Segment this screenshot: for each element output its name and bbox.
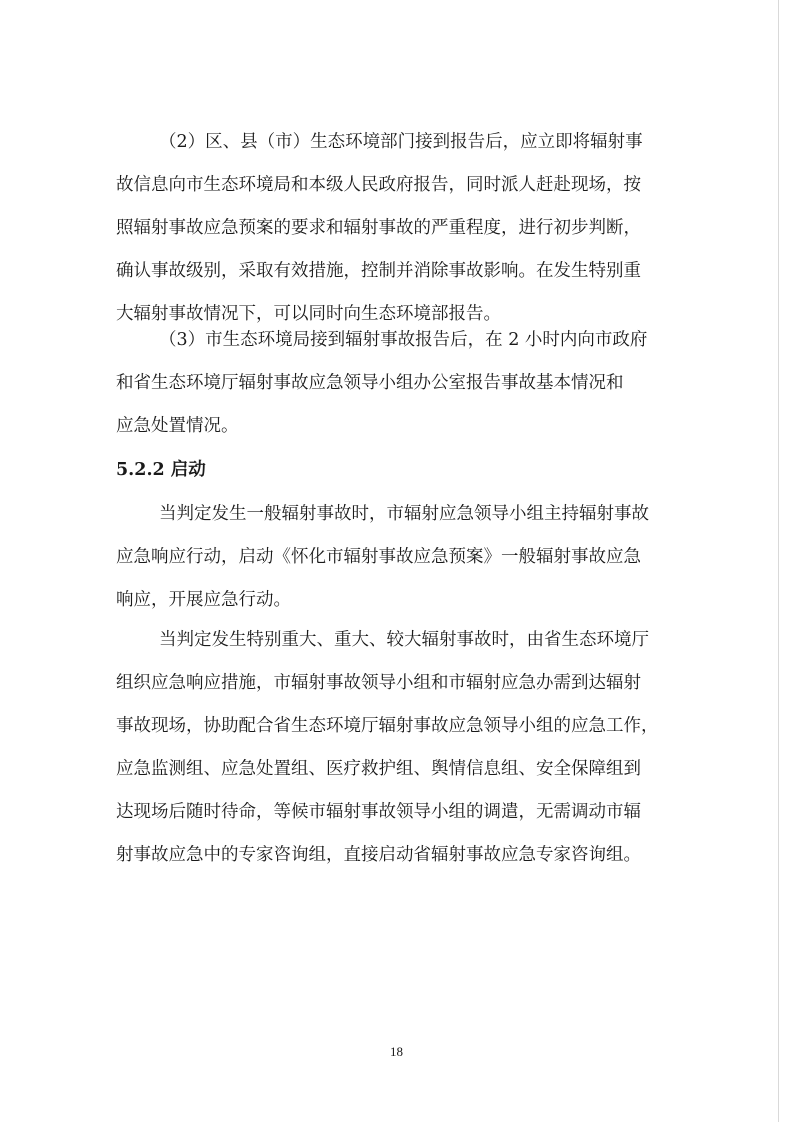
paragraph-2-line-5: 大辐射事故情况下，可以同时向生态环境部报告。 [116, 304, 501, 324]
paragraph-major-line-5: 达现场后随时待命，等候市辐射事故领导小组的调遣，无需调动市辐 [116, 802, 641, 822]
paragraph-2-line-2: 故信息向市生态环境局和本级人民政府报告，同时派人赶赴现场，按 [116, 175, 641, 195]
paragraph-2-line-1: （2）区、县（市）生态环境部门接到报告后，应立即将辐射事 [159, 132, 643, 152]
paragraph-major-line-6: 射事故应急中的专家咨询组，直接启动省辐射事故应急专家咨询组。 [116, 845, 641, 865]
paragraph-2-line-4: 确认事故级别，采取有效措施，控制并消除事故影响。在发生特别重 [116, 261, 641, 281]
paragraph-major-line-3: 事故现场，协助配合省生态环境厅辐射事故应急领导小组的应急工作， [116, 716, 659, 736]
section-heading: 5.2.2 启动 [116, 460, 206, 480]
paragraph-major-line-4: 应急监测组、应急处置组、医疗救护组、舆情信息组、安全保障组到 [116, 759, 641, 779]
paragraph-major-line-1: 当判定发生特别重大、重大、较大辐射事故时，由省生态环境厅 [159, 630, 649, 650]
paragraph-start-line-2: 应急响应行动，启动《怀化市辐射事故应急预案》一般辐射事故应急 [116, 547, 641, 567]
paragraph-start-line-1: 当判定发生一般辐射事故时，市辐射应急领导小组主持辐射事故 [159, 504, 649, 524]
paragraph-2-line-3: 照辐射事故应急预案的要求和辐射事故的严重程度，进行初步判断， [116, 218, 641, 238]
paragraph-start-line-3: 响应，开展应急行动。 [116, 590, 291, 610]
paragraph-major-line-2: 组织应急响应措施，市辐射事故领导小组和市辐射应急办需到达辐射 [116, 673, 641, 693]
page-number: 18 [390, 1044, 403, 1059]
paragraph-3-line-3: 应急处置情况。 [116, 416, 239, 436]
paragraph-3-line-1: （3）市生态环境局接到辐射事故报告后，在 2 小时内向市政府 [159, 330, 648, 350]
page-edge-line [778, 0, 779, 1122]
paragraph-3-line-2: 和省生态环境厅辐射事故应急领导小组办公室报告事故基本情况和 [116, 373, 624, 393]
